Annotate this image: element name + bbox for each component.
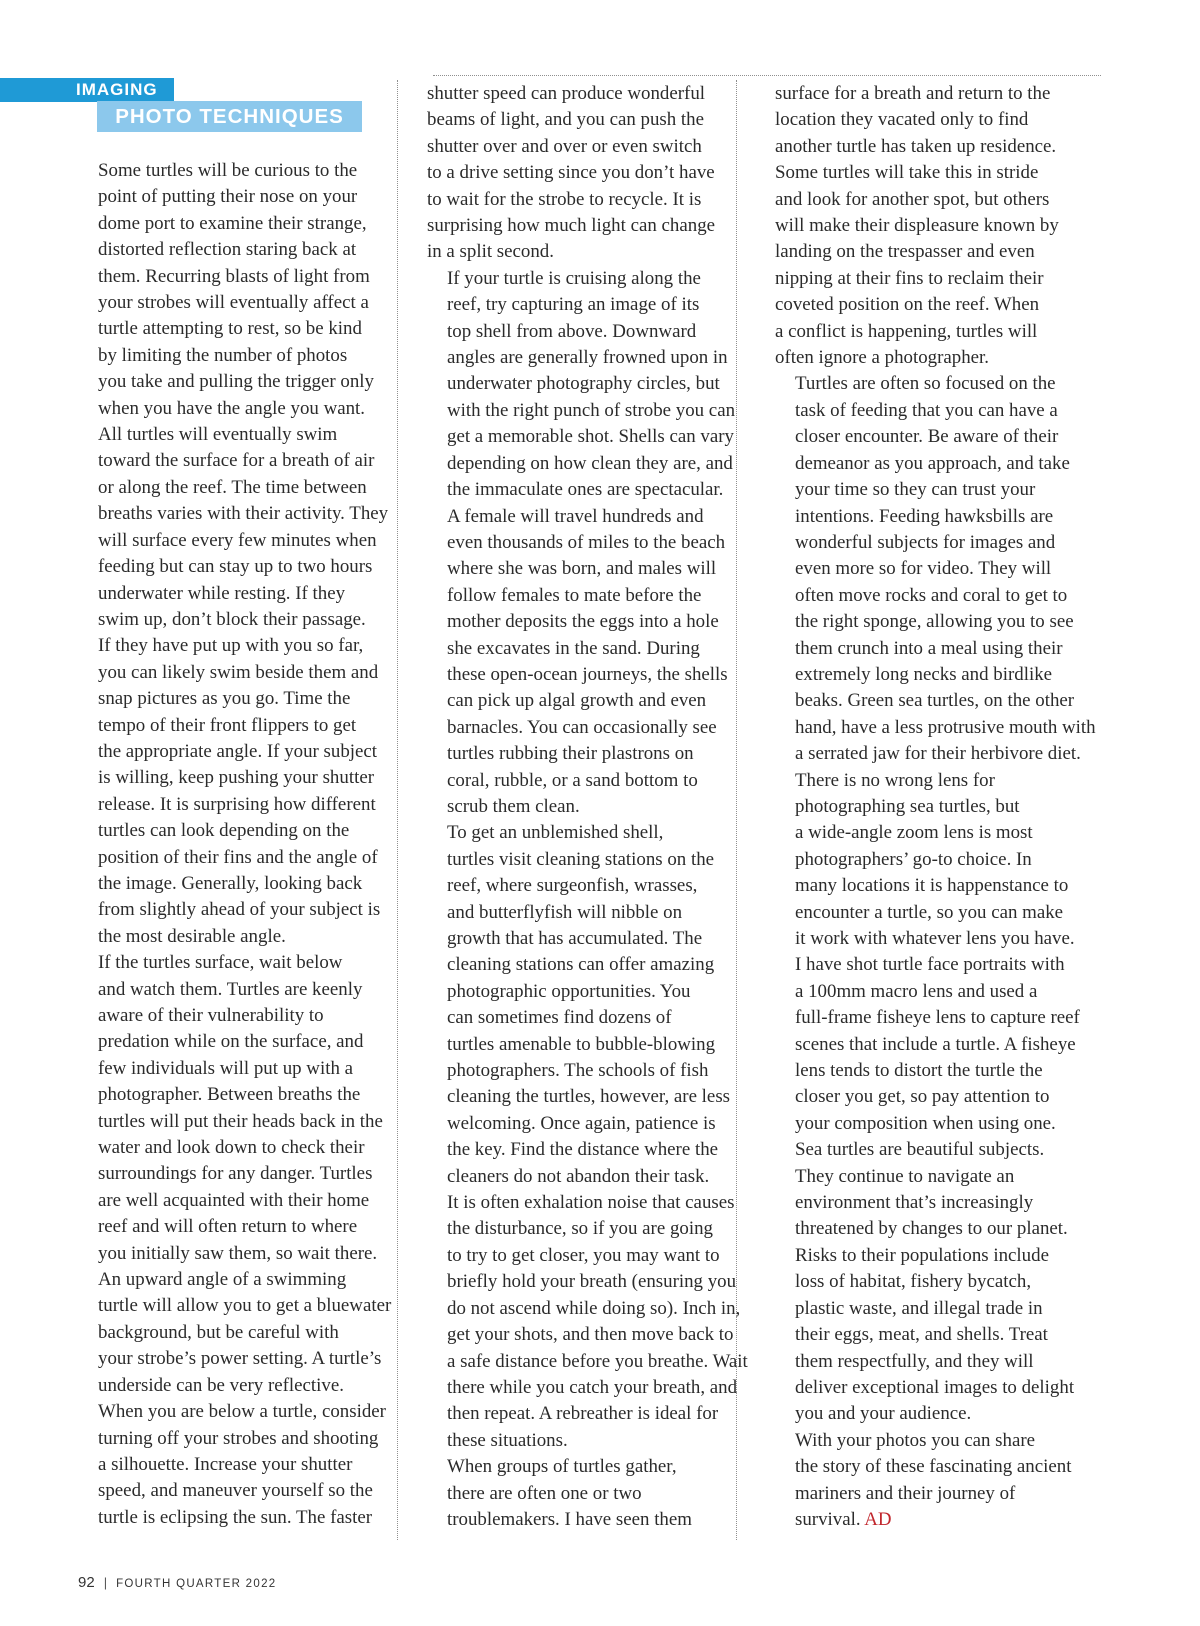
text-line: task of feeding that you can have a [795,399,1058,421]
text-line: It is often exhalation noise that causes [447,1192,735,1214]
text-line: you take and pulling the trigger only [98,371,374,393]
final-line [775,1507,1096,1533]
text-line: predation while on the surface, and [98,1031,364,1053]
article-column-1 [78,158,391,1531]
text-line: will make their displeasure known by [775,215,1059,237]
text-line: often move rocks and coral to get to [795,584,1068,606]
issue-label: FOURTH QUARTER 2022 [116,1578,277,1590]
text-line: reef and will often return to where [98,1216,358,1238]
text-line: turtles visit cleaning stations on the [447,848,715,870]
paragraph [427,820,748,1190]
text-line: closer encounter. Be aware of their [795,426,1059,448]
text-line: scenes that include a turtle. A fisheye [795,1033,1076,1055]
text-line: Risks to their populations include [795,1244,1049,1266]
text-line: growth that has accumulated. The [447,928,703,949]
text-line: turtles amenable to bubble-blowing [447,1033,716,1055]
text-line: full-frame fisheye lens to capture reef [795,1007,1080,1029]
paragraph [78,950,391,1267]
text-line: snap pictures as you go. Time the [98,688,351,710]
top-rule [433,75,1101,76]
text-line: photographer. Between breaths the [98,1084,361,1106]
text-line: there are often one or two [447,1482,642,1504]
text-line: your composition when using one. [795,1112,1056,1134]
paragraph [775,371,1096,767]
text-line: A female will travel hundreds and [447,505,704,527]
text-line: water and look down to check their [98,1137,365,1159]
text-line: depending on how clean they are, and [447,452,733,474]
text-line: location they vacated only to find [775,109,1029,131]
text-line: turtle is eclipsing the sun. The faster [98,1506,373,1528]
text-line: to try to get closer, you may want to [447,1244,720,1266]
text-line: a 100mm macro lens and used a [795,980,1038,1002]
text-line: even more so for video. They will [795,558,1052,580]
text-line: cleaning the turtles, however, are less [447,1086,731,1108]
text-line: point of putting their nose on your [98,186,358,208]
text-line: swim up, don’t block their passage. [98,608,366,630]
text-line: from slightly ahead of your subject is [98,899,381,921]
text-line: in a split second. [427,241,554,263]
text-line: troublemakers. I have seen them [447,1508,692,1530]
text-line: your time so they can trust your [795,479,1036,501]
text-line: these open-ocean journeys, the shells [447,663,728,685]
text-line: turtle attempting to rest, so be kind [98,318,362,340]
text-line: reef, where surgeonfish, wrasses, [447,875,698,897]
text-line: With your photos you can share [795,1429,1036,1451]
section-label: IMAGING [0,78,174,102]
text-line: I have shot turtle face portraits with [795,954,1065,976]
text-line: briefly hold your breath (ensuring you [447,1271,737,1293]
text-line: then repeat. A rebreather is ideal for [447,1403,719,1425]
text-line: often ignore a photographer. [775,347,990,369]
text-line: the key. Find the distance where the [447,1139,719,1161]
text-line: When you are below a turtle, consider [98,1401,386,1423]
end-mark: AD [864,1508,892,1530]
text-line: where she was born, and males will [447,558,717,580]
text-line: surface for a breath and return to the [775,83,1051,104]
text-line: is willing, keep pushing your shutter [98,767,374,789]
text-line: get your shots, and then move back to [447,1324,734,1346]
text-line: tempo of their front flippers to get [98,714,357,736]
text-line: them. Recurring blasts of light from [98,265,370,287]
text-line: photographers’ go-to choice. In [795,848,1032,870]
section-sublabel: PHOTO TECHNIQUES [97,101,362,132]
text-line: toward the surface for a breath of air [98,450,375,472]
paragraph [427,504,748,821]
text-line: there while you catch your breath, and [447,1376,738,1398]
text-line: plastic waste, and illegal trade in [795,1297,1043,1319]
text-line: the image. Generally, looking back [98,872,363,894]
text-line: another turtle has taken up residence. [775,135,1057,157]
paragraph [78,422,391,950]
text-line: your strobe’s power setting. A turtle’s [98,1348,382,1370]
text-line: hand, have a less protrusive mouth with [795,716,1096,738]
text-line: you and your audience. [795,1403,972,1425]
text-line: even thousands of miles to the beach [447,531,726,553]
paragraph [427,81,748,266]
text-line: demeanor as you approach, and take [795,452,1070,474]
text-line: turtles will put their heads back in the [98,1110,383,1132]
text-line: dome port to examine their strange, [98,212,367,234]
text-line: turtle will allow you to get a bluewater [98,1295,392,1317]
paragraph [78,1267,391,1531]
text-line: photographers. The schools of fish [447,1060,709,1082]
text-line: deliver exceptional images to delight [795,1376,1075,1398]
text-line: by limiting the number of photos [98,344,348,366]
text-line: them crunch into a meal using their [795,637,1063,659]
text-line: to a drive setting since you don’t have [427,162,715,184]
text-line: and watch them. Turtles are keenly [98,978,363,1000]
text-line: will surface every few minutes when [98,529,377,551]
text-line: follow females to mate before the [447,584,702,606]
paragraph [775,1137,1096,1427]
text-line: wonderful subjects for images and [795,531,1056,553]
text-line: If they have put up with you so far, [98,635,364,657]
text-line: you can likely swim beside them and [98,661,379,683]
paragraph [78,158,391,422]
text-line: when you have the angle you want. [98,397,366,419]
text-line: beaks. Green sea turtles, on the other [795,690,1075,712]
text-line: can sometimes find dozens of [447,1007,672,1029]
text-line: coral, rubble, or a sand bottom to [447,769,698,791]
text-line: scrub them clean. [447,795,580,817]
text-line: welcoming. Once again, patience is [447,1112,716,1134]
text-line: top shell from above. Downward [447,320,697,342]
paragraph [427,1454,748,1533]
text-line: them respectfully, and they will [795,1350,1034,1372]
paragraph [775,1428,1096,1534]
text-line: angles are generally frowned upon in [447,347,728,369]
text-line: underwater while resting. If they [98,582,346,604]
text-line: encounter a turtle, so you can make [795,901,1064,923]
text-line: a conflict is happening, turtles will [775,320,1038,342]
text-line: An upward angle of a swimming [98,1269,347,1291]
text-line: If your turtle is cruising along the [447,267,701,289]
text-line: the most desirable angle. [98,925,286,947]
text-line: underwater photography circles, but [447,373,720,395]
text-line: position of their fins and the angle of [98,846,378,868]
paragraph [427,266,748,504]
text-line: closer you get, so pay attention to [795,1086,1050,1108]
text-line: threatened by changes to our planet. [795,1218,1068,1240]
text-line: feeding but can stay up to two hours [98,556,373,578]
text-line: many locations it is happenstance to [795,875,1069,897]
text-line: cleaning stations can offer amazing [447,954,715,976]
text-line: If the turtles surface, wait below [98,952,343,974]
text-line: speed, and maneuver yourself so the [98,1480,373,1502]
text-line: aware of their vulnerability to [98,1005,324,1026]
text-line: their eggs, meat, and shells. Treat [795,1324,1048,1346]
text-line: to wait for the strobe to recycle. It is [427,188,702,210]
text-line: landing on the trespasser and even [775,241,1035,263]
text-line: coveted position on the reef. When [775,294,1040,316]
text-line: turtles can look depending on the [98,820,350,842]
text-line: environment that’s increasingly [795,1192,1034,1214]
text-line: surprising how much light can change [427,215,716,237]
text-line: a wide-angle zoom lens is most [795,822,1033,844]
article-column-2 [427,81,748,1533]
text-line: They continue to navigate an [795,1165,1015,1187]
text-line: few individuals will put up with a [98,1057,353,1079]
text-line: she excavates in the sand. During [447,637,700,659]
text-line: loss of habitat, fishery bycatch, [795,1271,1032,1293]
text-line: survival. [795,1508,861,1530]
text-line: the right sponge, allowing you to see [795,611,1074,633]
text-line: and look for another spot, but others [775,188,1050,210]
text-line: or along the reef. The time between [98,476,367,498]
article-column-3 [775,81,1096,1533]
text-line: you initially saw them, so wait there. [98,1242,378,1264]
text-line: a safe distance before you breathe. Wait [447,1350,748,1372]
text-line: breaths varies with their activity. They [98,503,389,525]
paragraph [427,1190,748,1454]
paragraph [775,768,1096,1138]
text-line: photographic opportunities. You [447,980,691,1002]
text-line: release. It is surprising how different [98,793,376,815]
text-line: are well acquainted with their home [98,1189,370,1211]
text-line: surroundings for any danger. Turtles [98,1163,373,1185]
text-line: a serrated jaw for their herbivore diet. [795,743,1081,765]
text-line: reef, try capturing an image of its [447,294,700,316]
text-line: underside can be very reflective. [98,1374,344,1396]
text-line: the immaculate ones are spectacular. [447,479,724,501]
text-line: a silhouette. Increase your shutter [98,1453,353,1475]
text-line: the disturbance, so if you are going [447,1218,713,1240]
text-line: photographing sea turtles, but [795,795,1020,817]
text-line: do not ascend while doing so). Inch in, [447,1297,741,1319]
text-line: the appropriate angle. If your subject [98,740,378,762]
text-line: get a memorable shot. Shells can vary [447,426,734,448]
text-line: mother deposits the eggs into a hole [447,611,719,633]
text-line: turtles rubbing their plastrons on [447,743,694,765]
text-line: your strobes will eventually affect a [98,292,369,314]
text-line: distorted reflection staring back at [98,239,357,261]
text-line: intentions. Feeding hawksbills are [795,505,1054,527]
text-line: these situations. [447,1429,568,1451]
text-line: shutter speed can produce wonderful [427,83,706,104]
text-line: lens tends to distort the turtle the [795,1060,1043,1082]
page-number: 92 [78,1574,95,1591]
text-line: beams of light, and you can push the [427,109,705,131]
text-line: extremely long necks and birdlike [795,663,1053,685]
column-divider [397,80,398,1540]
text-line: Some turtles will be curious to the [98,160,358,181]
text-line: When groups of turtles gather, [447,1456,677,1478]
text-line: barnacles. You can occasionally see [447,716,717,738]
text-line: can pick up algal growth and even [447,690,707,712]
text-line: There is no wrong lens for [795,769,995,791]
text-line: with the right punch of strobe you can [447,399,736,421]
text-line: shutter over and over or even switch [427,135,702,157]
text-line: it work with whatever lens you have. [795,928,1075,949]
text-line: Turtles are often so focused on the [795,373,1056,395]
text-line: and butterflyfish will nibble on [447,901,683,923]
text-line: nipping at their fins to reclaim their [775,267,1044,289]
text-line: Some turtles will take this in stride [775,162,1039,184]
text-line: mariners and their journey of [795,1482,1016,1504]
page-footer [78,1574,276,1592]
text-line: Sea turtles are beautiful subjects. [795,1139,1045,1161]
text-line: the story of these fascinating ancient [795,1456,1072,1478]
footer-separator: | [103,1575,108,1590]
text-line: To get an unblemished shell, [447,822,664,844]
text-line: All turtles will eventually swim [98,424,338,446]
text-line: turning off your strobes and shooting [98,1427,379,1449]
text-line: background, but be careful with [98,1321,339,1343]
text-line: cleaners do not abandon their task. [447,1165,710,1187]
paragraph [775,81,1096,371]
